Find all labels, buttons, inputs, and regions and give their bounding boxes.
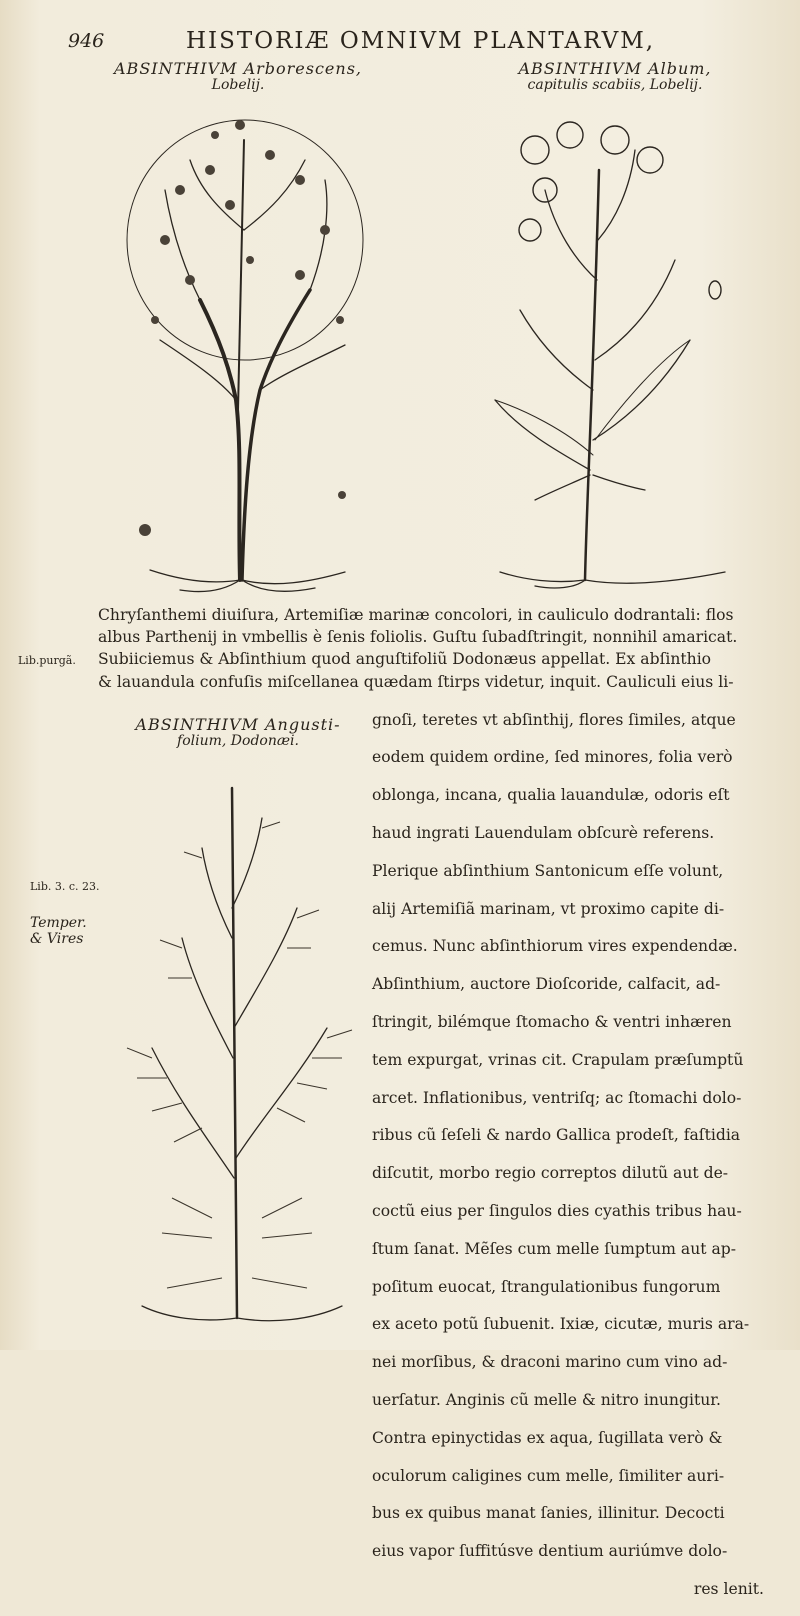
caption-title: ABSINTHIVM Arborescens, — [114, 59, 362, 78]
page-number: 946 — [68, 30, 105, 52]
caption-sub: Lobelij. — [211, 77, 265, 93]
caption-sub: folium, Dodonæi. — [177, 733, 299, 749]
text-line: ſtringit, bilémque ſtomacho & ventri inhæren — [372, 1012, 732, 1031]
text-line: oculorum caligines cum melle, ſimiliter auri- — [372, 1466, 725, 1485]
text-line: coctũ eius per ſingulos dies cyathis tribus hau- — [372, 1201, 742, 1220]
text-line: & lauandula confuſis miſcellanea quædam ſtirps videtur, inquit. Cauliculi eius li- — [98, 672, 734, 691]
text-line: Chryſanthemi diuiſura, Artemiſiæ marinæ concolori, in cauliculo dodrantali: flos — [98, 606, 734, 624]
text-line: diſcutit, morbo regio correptos dilutũ aut de- — [372, 1164, 729, 1183]
text-line: oblonga, incana, qualia lauandulæ, odoris eſt — [372, 786, 730, 805]
text-line: gnoſi, teretes vt abſinthij, flores ſimiles, atque — [372, 710, 736, 729]
margin-note-lib-ref: Lib. 3. c. 23. — [30, 880, 100, 893]
margin-note-lib-purga: Lib.purgã. — [18, 654, 76, 667]
text-line: arcet. Inflationibus, ventriſq; ac ſtomachi dolo- — [372, 1088, 742, 1107]
text-line: eodem quidem ordine, ſed minores, folia verò — [372, 748, 733, 767]
text-line: ſtum ſanat. Mẽſes cum melle ſumptum aut ap- — [372, 1239, 737, 1258]
text-line: ex aceto potũ ſubuenit. Ixiæ, cicutæ, muris ara- — [372, 1315, 750, 1334]
caption-title: ABSINTHIVM Angusti- — [135, 715, 341, 734]
text-line: eius vapor ſuffitúsve dentium auriúmve dolo- — [372, 1542, 728, 1561]
margin-note-temper-line: Temper. — [30, 915, 87, 931]
text-line: Abſinthium, auctore Dioſcoride, calfacit, ad- — [372, 975, 721, 994]
text-line: poſitum euocat, ſtrangulationibus fungorum — [372, 1277, 721, 1296]
figure-caption-arborescens — [108, 60, 368, 94]
running-title: HISTORIÆ OMNIVM PLANTARVM, — [186, 28, 656, 54]
body-text-full — [98, 604, 780, 693]
body-text-column — [372, 693, 782, 1616]
text-line: alij Artemiſiã marinam, vt proximo capite di- — [372, 899, 725, 918]
figure-caption-album — [470, 60, 760, 94]
text-line: haud ingrati Lauendulam obſcurè referens. — [372, 823, 715, 842]
margin-note-temper — [30, 915, 87, 947]
woodcut-absinthium-angustifolium — [112, 758, 362, 1328]
text-line: Contra epinyctidas ex aqua, ſugillata verò & — [372, 1428, 723, 1447]
figure-caption-angustifolium — [112, 716, 364, 750]
text-line: tem expurgat, vrinas cit. Crapulam præſumptũ — [372, 1050, 744, 1069]
text-line: nei morſibus, & draconi marino cum vino ad- — [372, 1353, 728, 1372]
woodcut-absinthium-arborescens — [110, 110, 380, 595]
caption-sub: capitulis scabiis, Lobelij. — [527, 77, 703, 93]
text-line: Plerique abſinthium Santonicum eſſe volunt, — [372, 861, 724, 880]
text-line: uerſatur. Anginis cũ melle & nitro inungitur. — [372, 1390, 721, 1409]
text-line: cemus. Nunc abſinthiorum vires expendendæ. — [372, 937, 738, 956]
text-line: bus ex quibus manat ſanies, illinitur. Decocti — [372, 1504, 725, 1523]
text-line: ribus cũ ſeſeli & nardo Gallica prodeſt, faſtidia — [372, 1126, 741, 1145]
woodcut-absinthium-album — [475, 110, 760, 590]
text-line: Subiiciemus & Abſinthium quod anguſtifoliũ Dodonæus appellat. Ex abſinthio — [98, 650, 712, 669]
caption-title: ABSINTHIVM Album, — [518, 59, 712, 78]
margin-note-vires-line: & Vires — [30, 931, 84, 947]
text-line: res lenit. — [693, 1579, 764, 1598]
text-line: albus Parthenij in vmbellis è ſenis foliolis. Guſtu ſubadſtringit, nonnihil amaricat. — [98, 628, 738, 647]
